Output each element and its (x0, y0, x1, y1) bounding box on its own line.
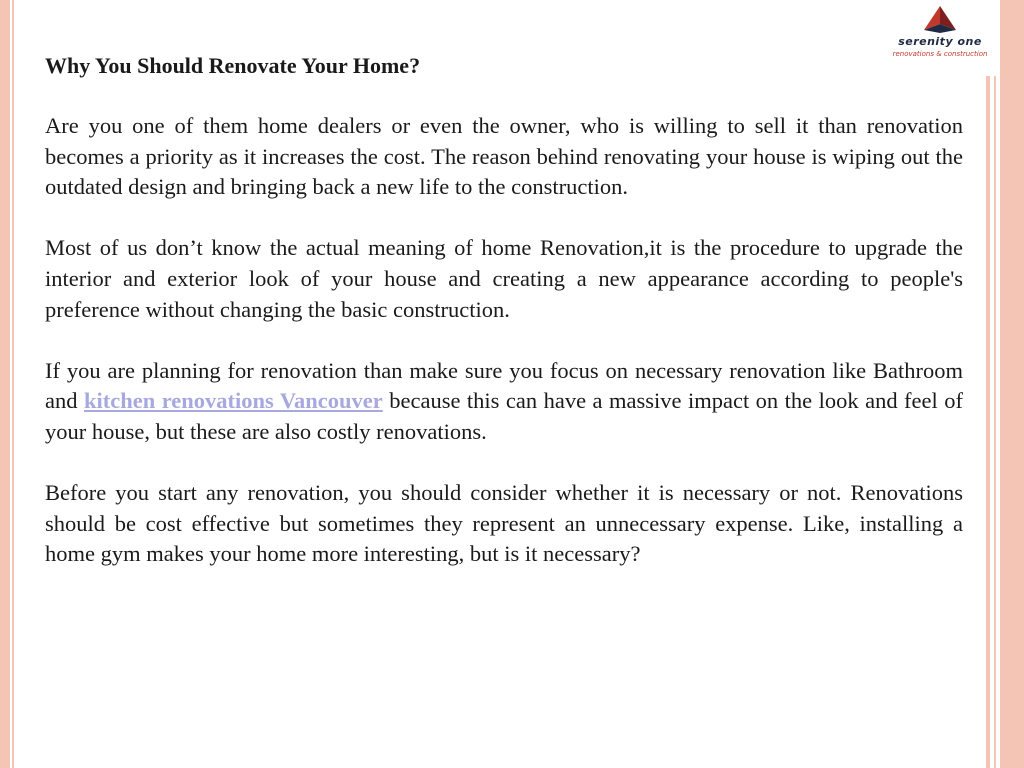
logo-tagline: renovations & construction (892, 50, 988, 58)
paragraph-3 (45, 356, 963, 448)
left-decorative-line (12, 0, 14, 768)
paragraph-3-text-before: If you are planning for renovation than make sure you focus on necessary renovation like Bathroom and (45, 357, 963, 414)
left-decorative-strip (0, 0, 10, 768)
logo-name: serenity one (898, 35, 982, 48)
kitchen-renovations-link[interactable]: kitchen renovations Vancouver (83, 388, 383, 414)
right-decorative-strip-3 (1000, 0, 1024, 768)
paragraph-3-text-after: because this can have a massive impact on the look and feel of your house, but these are also costly renovations. (45, 388, 963, 444)
paragraph-2: Most of us don’t know the actual meaning of home Renovation,it is the procedure to upgrade the interior and exterior look of your house and creating a new appearance according to people's preference without changing the basic construction. (45, 235, 963, 322)
page-title: Why You Should Renovate Your Home? (45, 53, 421, 78)
paragraph-1: Are you one of them home dealers or even the owner, who is willing to sell it than renovation becomes a priority as it increases the cost. The reason behind renovating your house is wiping out the outdated design and bringing back a new life to the construction. (45, 113, 963, 200)
document-body (45, 52, 963, 601)
right-decorative-strip-2 (994, 0, 996, 768)
logo-pyramid-icon (922, 4, 958, 34)
right-decorative-strip-1 (986, 0, 990, 768)
paragraph-4: Before you start any renovation, you should consider whether it is necessary or not. Renovations should be cost effective but sometimes they represent an unnecessary expense. Like, installing a home gym makes your home more interesting, but is it necessary? (45, 480, 963, 567)
